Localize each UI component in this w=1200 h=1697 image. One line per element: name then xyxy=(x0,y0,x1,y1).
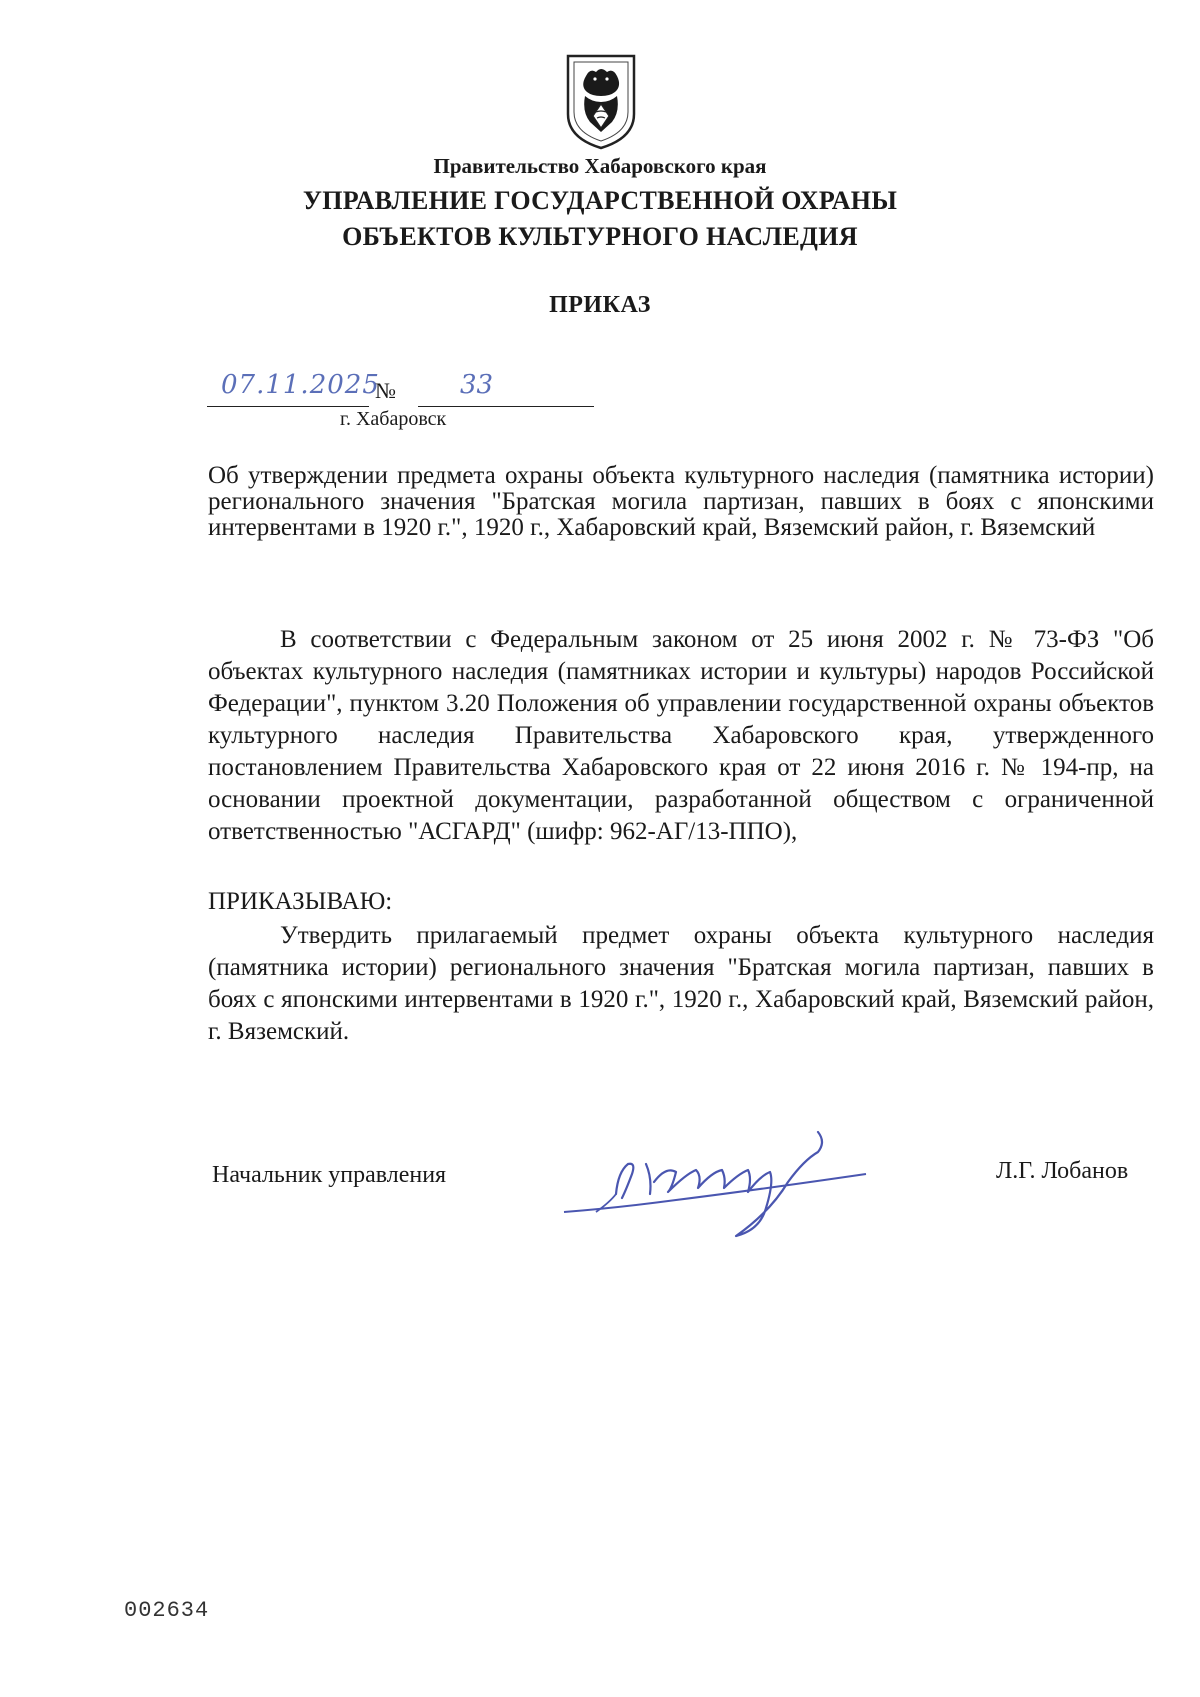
signature-icon xyxy=(556,1112,936,1242)
document-subject: Об утверждении предмета охраны объекта культурного наследия (памятника истории) регионального значения "Братская могила партизан, павших в боях с японскими интервентами в 1920 г.", 1920 г., Хабаровский край, Вяземский район, г. Вяземский xyxy=(208,462,1154,541)
government-name: Правительство Хабаровского края xyxy=(433,154,767,178)
department-name-line1: УПРАВЛЕНИЕ ГОСУДАРСТВЕННОЙ ОХРАНЫ xyxy=(302,186,898,215)
signatory-name: Л.Г. Лобанов xyxy=(996,1158,1129,1184)
coat-of-arms-icon xyxy=(560,52,642,152)
date-field xyxy=(207,370,380,407)
body-paragraph-basis: В соответствии с Федеральным законом от 25 июня 2002 г. № 73-ФЗ "Об объектах культурного наследия (памятниках истории и культуры) народов Российской Федерации", пунктом 3.20 Положения об управлении государственной охраны объектов культурного наследия Правительства Хабаровского края, утвержденного постановлением Правительства Хабаровского края от 22 июня 2016 г. № 194-пр, на основании проектной документации, разработанной обществом с ограниченной ответственностью "АСГАРД" (шифр: 962-АГ/13-ППО), xyxy=(208,626,1154,845)
city: г. Хабаровск xyxy=(340,408,447,430)
number-field xyxy=(418,372,594,407)
number-value: 33 xyxy=(460,370,494,400)
body-paragraph-order: Утвердить прилагаемый предмет охраны объекта культурного наследия (памятника истории) регионального значения "Братская могила партизан, павших в боях с японскими интервентами в 1920 г.", 1920 г., Хабаровский край, Вяземский район, г. Вяземский. xyxy=(208,922,1154,1045)
orders-keyword: ПРИКАЗЫВАЮ: xyxy=(208,888,393,915)
number-sign: № xyxy=(375,378,396,403)
serial-number: 002634 xyxy=(124,1598,210,1623)
date-value: 07.11.2025 xyxy=(221,370,380,400)
signatory-title: Начальник управления xyxy=(212,1162,447,1188)
document-type: ПРИКАЗ xyxy=(549,292,651,318)
department-name-line2: ОБЪЕКТОВ КУЛЬТУРНОГО НАСЛЕДИЯ xyxy=(342,222,858,251)
